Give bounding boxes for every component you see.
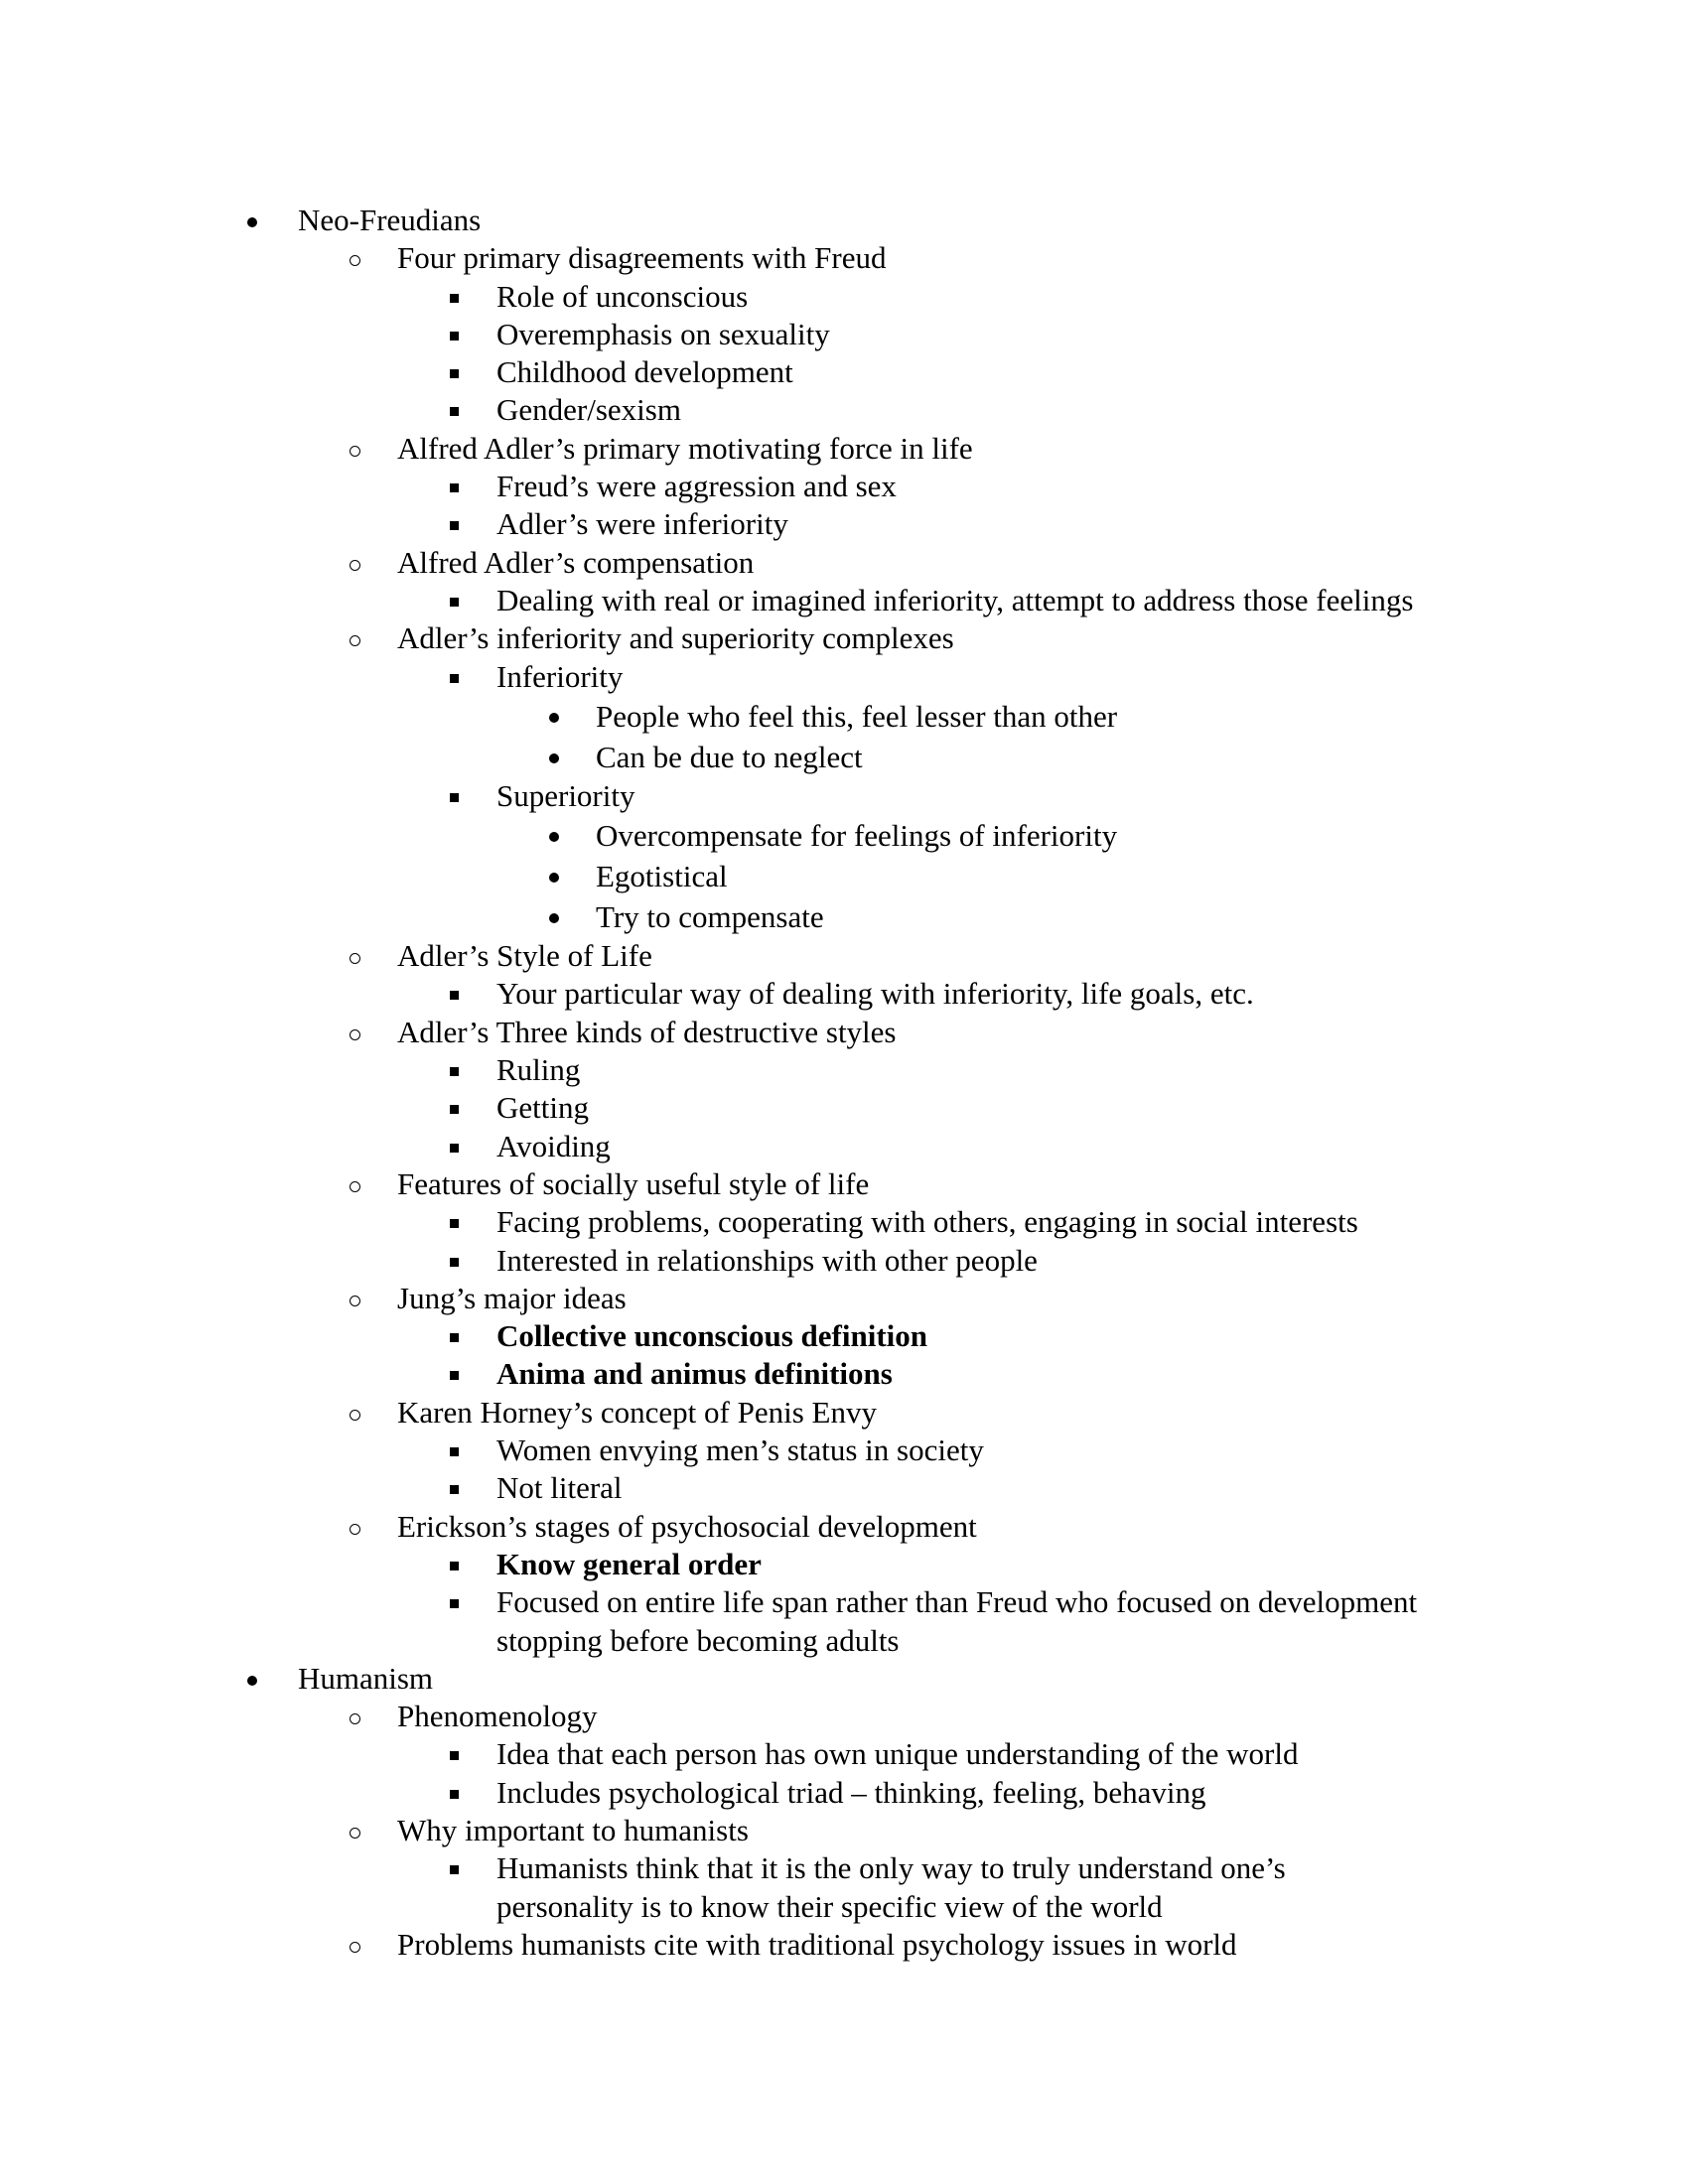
square-bullet-icon	[450, 1447, 459, 1456]
list-item	[0, 737, 1688, 777]
subtopic-label: Jung’s major ideas	[397, 1280, 627, 1315]
square-bullet-icon	[450, 1371, 459, 1380]
list-item-text: Facing problems, cooperating with others, engaging in social interests	[496, 1204, 1358, 1240]
list-item	[0, 1051, 1688, 1089]
list-item	[0, 278, 1688, 316]
list-item-text: Gender/sexism	[496, 392, 681, 428]
square-bullet-icon	[450, 674, 459, 683]
circle-bullet-icon	[350, 1296, 360, 1306]
list-item	[0, 1089, 1688, 1127]
subtopic-label: Phenomenology	[397, 1699, 598, 1734]
list-item	[0, 353, 1688, 391]
section-heading: Humanism	[298, 1660, 434, 1696]
outline-item-adler-compensation	[0, 544, 1688, 582]
list-item-text: Collective unconscious definition	[496, 1318, 928, 1354]
circle-bullet-icon	[350, 1942, 360, 1953]
subtopic-label: Alfred Adler’s primary motivating force in life	[397, 430, 973, 466]
list-item-text: Includes psychological triad – thinking, feeling, behaving	[496, 1774, 1206, 1810]
square-bullet-icon	[450, 369, 459, 378]
square-bullet-icon	[450, 1219, 459, 1228]
list-item-text: Not literal	[496, 1470, 623, 1506]
list-item	[0, 1355, 1688, 1393]
list-item	[0, 391, 1688, 429]
outline	[0, 202, 1688, 1964]
outline-item-four-disagreements	[0, 239, 1688, 277]
list-item	[0, 1849, 1688, 1926]
outline-item-phenomenology	[0, 1698, 1688, 1735]
circle-bullet-icon	[350, 1713, 360, 1724]
disc-bullet-icon	[247, 1676, 257, 1686]
list-item	[0, 815, 1688, 856]
circle-bullet-icon	[350, 953, 360, 964]
list-item-text: Superiority	[496, 777, 635, 813]
square-bullet-icon	[450, 1144, 459, 1153]
subtopic-label: Problems humanists cite with traditional psychology issues in world	[397, 1926, 1237, 1962]
outline-item-problems	[0, 1926, 1688, 1964]
subtopic-label: Adler’s Three kinds of destructive styles	[397, 1014, 897, 1049]
list-item	[0, 1317, 1688, 1355]
subtopic-label: Adler’s Style of Life	[397, 938, 652, 974]
square-bullet-icon	[450, 407, 459, 416]
list-item	[0, 1242, 1688, 1280]
list-item	[0, 975, 1688, 1013]
circle-bullet-icon	[350, 1410, 360, 1421]
square-bullet-icon	[450, 1258, 459, 1267]
square-bullet-icon	[450, 521, 459, 530]
list-item-text: Humanists think that it is the only way to truly understand one’s personality is to know their specific view of the world	[496, 1850, 1286, 1924]
list-item	[0, 468, 1688, 505]
square-bullet-icon	[450, 1333, 459, 1342]
circle-bullet-icon	[350, 560, 360, 571]
circle-bullet-icon	[350, 1181, 360, 1192]
outline-item-horney	[0, 1394, 1688, 1432]
list-item-text: Overemphasis on sexuality	[496, 316, 830, 351]
circle-bullet-icon	[350, 1524, 360, 1535]
disc-bullet-icon	[247, 217, 257, 227]
disc-bullet-icon	[549, 832, 559, 842]
list-item-text: Ruling	[496, 1052, 581, 1088]
list-item-text: Dealing with real or imagined inferiority, attempt to address those feelings	[496, 582, 1414, 617]
square-bullet-icon	[450, 1105, 459, 1114]
outline-item-neo-freudians	[0, 202, 1688, 239]
list-item-text: Can be due to neglect	[596, 739, 863, 774]
list-item	[0, 582, 1688, 619]
list-item-text: Childhood development	[496, 354, 793, 390]
list-item-text: People who feel this, feel lesser than other	[596, 698, 1118, 734]
subtopic-label: Erickson’s stages of psychosocial development	[397, 1508, 977, 1544]
list-item	[0, 856, 1688, 896]
list-item-text: Inferiority	[496, 658, 624, 694]
outline-item-adler-style-of-life	[0, 937, 1688, 975]
disc-bullet-icon	[549, 713, 559, 723]
list-item-text: Focused on entire life span rather than Freud who focused on development stopping before becoming adults	[496, 1584, 1418, 1658]
outline-item-humanism	[0, 1660, 1688, 1698]
square-bullet-icon	[450, 483, 459, 492]
square-bullet-icon	[450, 1562, 459, 1570]
list-item	[0, 696, 1688, 737]
outline-item-jung	[0, 1280, 1688, 1317]
circle-bullet-icon	[350, 446, 360, 457]
square-bullet-icon	[450, 332, 459, 341]
list-item	[0, 1735, 1688, 1773]
list-item	[0, 316, 1688, 353]
subtopic-label: Why important to humanists	[397, 1812, 749, 1847]
subtopic-label: Features of socially useful style of life	[397, 1165, 870, 1201]
outline-item-adler-complexes	[0, 619, 1688, 657]
list-item-text: Your particular way of dealing with inferiority, life goals, etc.	[496, 976, 1254, 1012]
list-item	[0, 1432, 1688, 1469]
disc-bullet-icon	[549, 753, 559, 763]
list-item-text: Anima and animus definitions	[496, 1356, 893, 1392]
circle-bullet-icon	[350, 255, 360, 266]
circle-bullet-icon	[350, 1029, 360, 1040]
square-bullet-icon	[450, 1599, 459, 1608]
subtopic-label: Adler’s inferiority and superiority complexes	[397, 620, 954, 656]
list-item-text: Freud’s were aggression and sex	[496, 469, 897, 504]
list-item-text: Adler’s were inferiority	[496, 506, 788, 542]
square-bullet-icon	[450, 294, 459, 303]
list-item-text: Know general order	[496, 1546, 762, 1581]
square-bullet-icon	[450, 1790, 459, 1799]
subtopic-label: Alfred Adler’s compensation	[397, 544, 755, 580]
outline-item-erickson	[0, 1508, 1688, 1546]
list-item-text: Interested in relationships with other people	[496, 1242, 1038, 1278]
list-item	[0, 1546, 1688, 1583]
circle-bullet-icon	[350, 635, 360, 646]
list-item	[0, 896, 1688, 937]
circle-bullet-icon	[350, 1828, 360, 1839]
disc-bullet-icon	[549, 913, 559, 923]
list-item-text: Avoiding	[496, 1128, 611, 1163]
list-item	[0, 1203, 1688, 1241]
list-item-text: Women envying men’s status in society	[496, 1433, 984, 1468]
list-item	[0, 505, 1688, 543]
square-bullet-icon	[450, 1485, 459, 1494]
list-item	[0, 1469, 1688, 1507]
list-item-text: Overcompensate for feelings of inferiority	[596, 818, 1118, 854]
outline-item-adler-motivating	[0, 430, 1688, 468]
list-item	[0, 1774, 1688, 1812]
square-bullet-icon	[450, 793, 459, 802]
square-bullet-icon	[450, 1067, 459, 1076]
list-item-inferiority	[0, 658, 1688, 696]
subtopic-label: Four primary disagreements with Freud	[397, 240, 887, 276]
list-item-text: Egotistical	[596, 859, 728, 894]
list-item-superiority	[0, 777, 1688, 815]
square-bullet-icon	[450, 1865, 459, 1874]
list-item-text: Try to compensate	[596, 899, 824, 935]
section-heading: Neo-Freudians	[298, 203, 482, 237]
square-bullet-icon	[450, 1751, 459, 1760]
list-item-text: Idea that each person has own unique understanding of the world	[496, 1736, 1299, 1772]
list-item-text: Getting	[496, 1090, 589, 1126]
square-bullet-icon	[450, 991, 459, 1000]
square-bullet-icon	[450, 598, 459, 607]
list-item	[0, 1128, 1688, 1165]
outline-item-why-important	[0, 1812, 1688, 1849]
list-item	[0, 1583, 1688, 1660]
disc-bullet-icon	[549, 873, 559, 883]
list-item-text: Role of unconscious	[496, 278, 749, 314]
outline-item-adler-destructive	[0, 1014, 1688, 1051]
subtopic-label: Karen Horney’s concept of Penis Envy	[397, 1394, 877, 1430]
outline-item-socially-useful	[0, 1165, 1688, 1203]
